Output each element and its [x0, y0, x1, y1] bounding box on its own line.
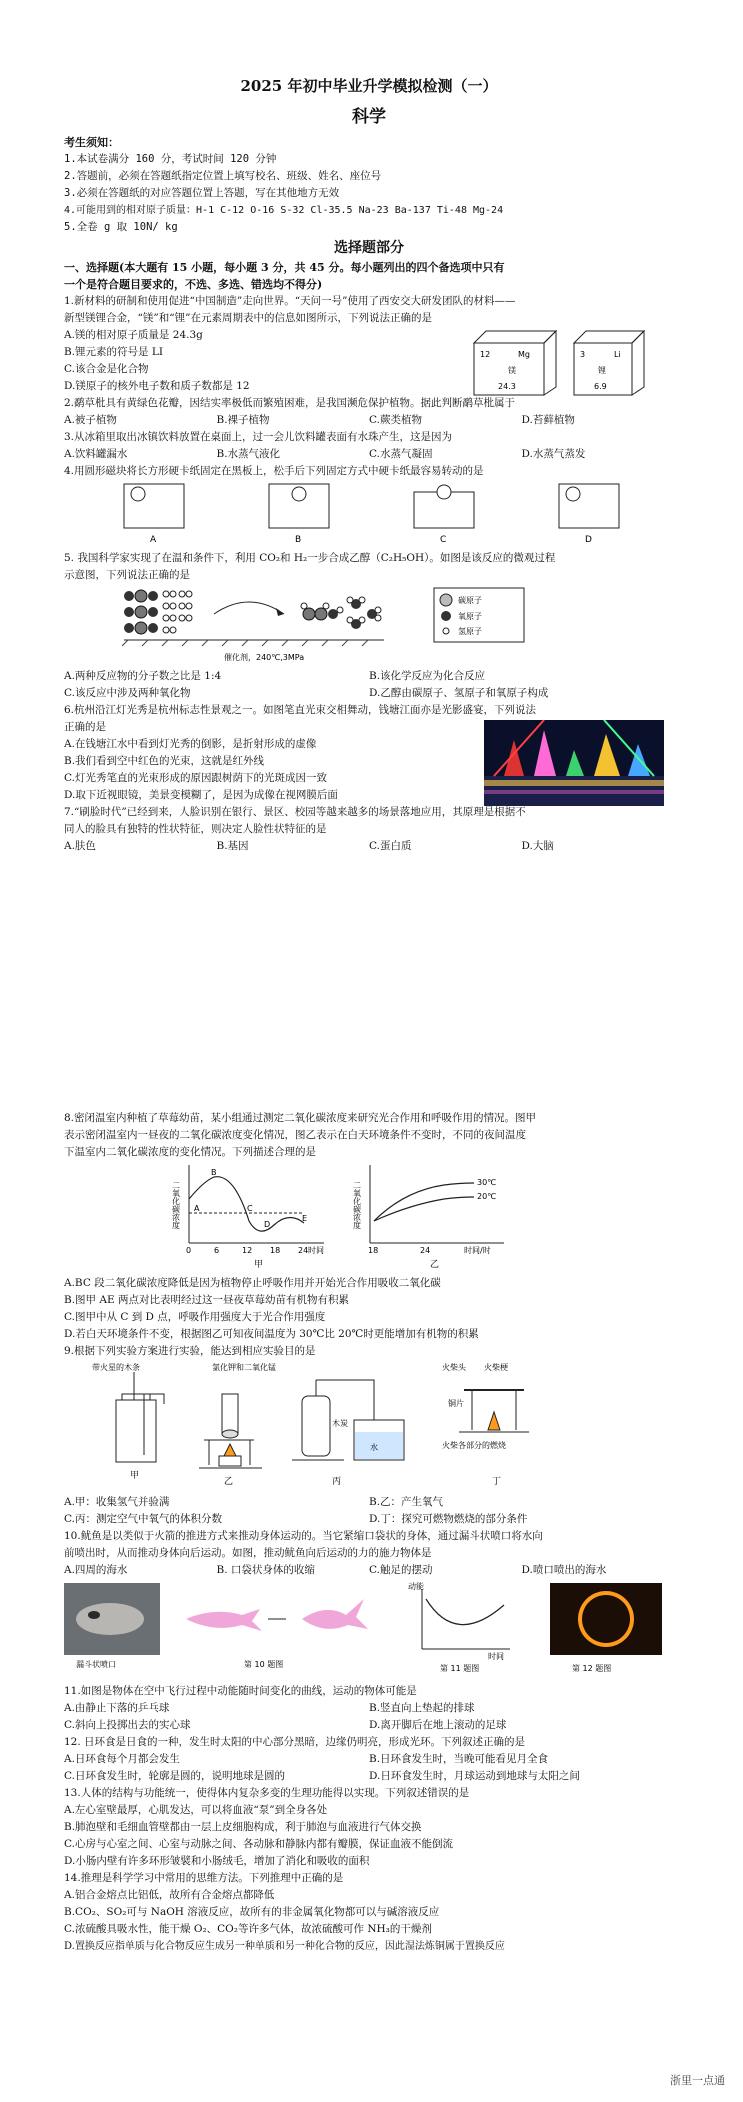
q5-option-d: D.乙醇由碳原子、氢原子和氧原子构成: [369, 687, 549, 699]
q8-option-d: D.若白天环境条件不变，根据图乙可知夜间温度为 30℃比 20℃时更能增加有机物的积累: [64, 1328, 479, 1340]
mg-name: 镁: [508, 366, 516, 375]
q9-caption-bing: 丙: [332, 1477, 342, 1487]
jia-tick-24: 24: [298, 1246, 309, 1255]
q3-option-d: D.水蒸气蒸发: [521, 448, 586, 460]
exam-page-1: [0, 0, 743, 1000]
q11-options-row-1: [64, 1700, 674, 1717]
apparatus-bing: [292, 1380, 404, 1487]
q14-option-b: B.CO₂、SO₂可与 NaOH 溶液反应，故所有的非金属氧化物都可以与碱溶液反应: [64, 1906, 440, 1918]
note-5: 5.全卷 g 取 10N/ kg: [64, 221, 178, 233]
q6-option-d: D.取下近视眼镜，美景变模糊了，是因为成像在视网膜后面: [64, 789, 338, 801]
q2-option-a: A.被子植物: [64, 414, 117, 426]
q1-stem-2: 新型镁锂合金，“镁”和“锂”在元素周期表中的信息如图所示，下列说法正确的是: [64, 312, 432, 324]
jia-point-b: B: [211, 1168, 217, 1177]
fig11-ylabel: 动能: [408, 1582, 424, 1591]
q12-option-c: C.日环食发生时，轮廓是圆的，说明地球是圆的: [64, 1770, 285, 1782]
mg-symbol: Mg: [518, 350, 530, 359]
section-intro-1: 一、选择题(本大题有 15 小题，每小题 3 分，共 45 分。每小题列出的四个备选项中只有: [64, 261, 505, 274]
page1-content: [64, 0, 674, 855]
q6-option-a: A.在钱塘江水中看到灯光秀的倒影，是折射形成的虚像: [64, 738, 317, 750]
q6-option-c: C.灯光秀笔直的光束形成的原因跟树荫下的光斑成因一致: [64, 772, 327, 784]
q5-option-b: B.该化学反应为化合反应: [369, 670, 486, 682]
q7-option-a: A.肤色: [64, 840, 96, 852]
section-title: 选择题部分: [334, 240, 404, 256]
q12-option-a: A.日环食每个月都会发生: [64, 1753, 180, 1765]
q3-option-c: C.水蒸气凝固: [369, 448, 433, 460]
ding-label-caption: 火柴各部分的燃烧: [442, 1441, 506, 1450]
q4-card-b: [269, 484, 329, 545]
li-symbol: Li: [614, 350, 621, 359]
jia-tick-12: 12: [242, 1246, 253, 1255]
fig11-caption: 第 11 题图: [440, 1664, 480, 1673]
q3-option-b: B.水蒸气液化: [216, 448, 281, 460]
li-name: 锂: [598, 366, 606, 375]
fig11-xlabel: 时间: [488, 1652, 504, 1661]
apparatus-ding: [442, 1362, 529, 1487]
yi-tick-18: 18: [368, 1246, 379, 1255]
yi-label: 氯化钾和二氧化锰: [212, 1363, 276, 1372]
question-1: [64, 293, 674, 395]
q4-figures: [64, 480, 674, 546]
q5-legend-oxygen: 氧原子: [458, 612, 482, 621]
note-4: 4.可能用到的相对原子质量：H-1 C-12 O-16 S-32 Cl-35.5 Na-23 Ba-137 Ti-48 Mg-24: [64, 205, 504, 216]
ding-label-copper: 铜片: [448, 1399, 464, 1408]
q2-stem: 2.鹬草枇具有黄绿色花瓣，因结实率极低而繁殖困难，是我国濒危保护植物。据此判断鹬草枇属于: [64, 397, 516, 409]
q12-option-d: D.日环食发生时，月球运动到地球与太阳之间: [369, 1770, 580, 1782]
q11-option-c: C.斜向上投掷出去的实心球: [64, 1719, 191, 1731]
jia-point-a: A: [194, 1204, 200, 1213]
q4-label-c: C: [440, 535, 447, 545]
q11-stem: 11.如图是物体在空中飞行过程中动能随时间变化的曲线，运动的物体可能是: [64, 1685, 417, 1697]
q9-apparatus: [64, 1360, 674, 1490]
q5-molecule-diagram: [64, 584, 674, 664]
q13-option-c: C.心房与心室之间、心室与动脉之间、各动脉和静脉内都有瓣膜，保证血液不能倒流: [64, 1838, 453, 1850]
q1-option-d: D.镁原子的核外电子数和质子数都是 12: [64, 380, 250, 392]
jia-tick-6: 6: [214, 1246, 220, 1255]
mg-number: 12: [480, 350, 491, 359]
q7-option-c: C.蛋白质: [369, 840, 412, 852]
q3-stem: 3.从冰箱里取出冰镇饮料放置在桌面上，过一会儿饮料罐表面有水珠产生，这是因为: [64, 431, 453, 443]
q8-option-b: B.图甲 AE 两点对比表明经过这一昼夜草莓幼苗有机物有积累: [64, 1294, 349, 1306]
jia-point-e: E: [302, 1214, 308, 1223]
q4-label-d: D: [585, 535, 592, 545]
q8-graphs: [64, 1161, 674, 1271]
q13-stem: 13.人体的结构与功能统一，使得体内复杂多变的生理功能得以实现。下列叙述错误的是: [64, 1787, 470, 1799]
q9-option-d: D.丁：探究可燃物燃烧的部分条件: [369, 1513, 528, 1525]
q10-option-d: D.喷口喷出的海水: [521, 1564, 607, 1576]
fig10-caption: 第 10 题图: [244, 1660, 284, 1669]
fig11-kinetic-energy-graph: [408, 1581, 510, 1673]
jia-label: 带火星的木条: [92, 1363, 140, 1372]
jia-xunit: 时间: [308, 1246, 324, 1255]
exam-page-2: [0, 1110, 743, 2102]
apparatus-yi: [199, 1362, 276, 1487]
q1-option-c: C.该合金是化合物: [64, 363, 149, 375]
graph-yi: [353, 1165, 505, 1270]
q3-options: [64, 446, 674, 463]
ding-label-head: 火柴头: [442, 1363, 466, 1372]
q5-stem-2: 示意图，下列说法正确的是: [64, 569, 190, 581]
yi-xunit: 时间/时: [464, 1246, 491, 1255]
q11-option-a: A.由静止下落的乒乓球: [64, 1702, 170, 1714]
question-6: [64, 702, 674, 804]
q13-option-a: A.左心室壁最厚，心肌发达，可以将血液“泵”到全身各处: [64, 1804, 328, 1816]
q5-options-row-2: [64, 685, 674, 702]
q12-option-b: B.日环食发生时，当晚可能看见月全食: [369, 1753, 549, 1765]
jia-point-d: D: [264, 1220, 271, 1229]
q2-option-c: C.蕨类植物: [369, 414, 422, 426]
q4-label-a: A: [150, 535, 157, 545]
q4-card-c: [414, 485, 474, 545]
q9-caption-ding: 丁: [492, 1477, 502, 1487]
q7-option-b: B.基因: [216, 840, 249, 852]
q6-option-b: B.我们看到空中红色的光束，这就是红外线: [64, 755, 265, 767]
q8-option-a: A.BC 段二氧化碳浓度降低是因为植物停止呼吸作用并开始光合作用吸收二氧化碳: [64, 1277, 441, 1289]
jia-ylabel: 二氧化碳浓度: [171, 1181, 181, 1229]
q10-option-b: B. 口袋状身体的收缩: [216, 1564, 315, 1576]
page2-content: [64, 1110, 674, 1955]
q9-stem: 9.根据下列实验方案进行实验，能达到相应实验目的是: [64, 1345, 316, 1357]
q5-legend-hydrogen: 氢原子: [458, 627, 482, 636]
fig12-annular-eclipse: [550, 1583, 662, 1673]
yi-caption: 乙: [430, 1260, 440, 1270]
q8-stem-3: 下温室内二氧化碳浓度的变化情况。下列描述合理的是: [64, 1146, 316, 1158]
jia-tick-0: 0: [186, 1246, 192, 1255]
note-2: 2.答题前，必须在答题纸指定位置上填写校名、班级、姓名、座位号: [64, 170, 382, 182]
q9-caption-yi: 乙: [224, 1477, 234, 1487]
q12-options-row-2: [64, 1768, 674, 1785]
fig12-caption: 第 12 题图: [572, 1664, 612, 1673]
q8-stem-2: 表示密闭温室内一昼夜的二氧化碳浓度变化情况，图乙表示在白天环境条件不变时，不同的夜间温度: [64, 1129, 526, 1141]
q6-stem-1: 6.杭州沿江灯光秀是杭州标志性景观之一。如图笔直光束交相舞动，钱塘江面亦是光影盛宴，下列说法: [64, 704, 537, 716]
q14-option-d: D.置换反应指单质与化合物反应生成另一种单质和另一种化合物的反应，因此湿法炼铜属于置换反应: [64, 1941, 505, 1952]
q8-option-c: C.图甲中从 C 到 D 点，呼吸作用强度大于光合作用强度: [64, 1311, 326, 1323]
yi-series-30: 30℃: [477, 1178, 497, 1187]
q5-option-a: A.两种反应物的分子数之比是 1:4: [64, 670, 222, 682]
q10-option-c: C.触足的摆动: [369, 1564, 433, 1576]
fig10-squid: [64, 1583, 368, 1669]
q5-stem-1: 5. 我国科学家实现了在温和条件下，利用 CO₂和 H₂一步合成乙醇（C₂H₅OH）。如图是该反应的微观过程: [64, 552, 556, 564]
exam-subject: 科学: [352, 107, 386, 127]
page-gap: [0, 1000, 743, 1110]
q3-option-a: A.饮料罐漏水: [64, 448, 128, 460]
q9-caption-jia: 甲: [130, 1471, 140, 1481]
q10-stem-1: 10.鱿鱼是以类似于火箭的推进方式来推动身体运动的。当它紧缩口袋状的身体，通过漏斗状喷口将水向: [64, 1530, 543, 1542]
q10-q12-figures: [64, 1579, 674, 1679]
q10-option-a: A.四周的海水: [64, 1564, 128, 1576]
q8-stem-1: 8.密闭温室内种植了草莓幼苗，某小组通过测定二氧化碳浓度来研究光合作用和呼吸作用的情况。图甲: [64, 1112, 537, 1124]
graph-jia: [172, 1165, 325, 1270]
q6-stem-2: 正确的是: [64, 721, 106, 733]
q9-options-row-2: [64, 1511, 674, 1528]
periodic-table-cells: [464, 325, 664, 397]
q14-option-c: C.浓硫酸具吸水性，能干燥 O₂、CO₂等许多气体，故浓硫酸可作 NH₃的干燥剂: [64, 1923, 432, 1935]
li-number: 3: [580, 350, 586, 359]
q9-options-row-1: [64, 1494, 674, 1511]
q12-options-row-1: [64, 1751, 674, 1768]
mg-mass: 24.3: [498, 382, 516, 391]
watermark: 浙里一点通: [670, 2074, 725, 2087]
q7-options: [64, 838, 674, 855]
q13-option-d: D.小肠内壁有许多环形皱襞和小肠绒毛，增加了消化和吸收的面积: [64, 1855, 370, 1867]
light-show-photo: [484, 720, 664, 806]
q7-stem-2: 同人的脸具有独特的性状特征，则决定人脸性状特征的是: [64, 823, 327, 835]
note-1: 1.本试卷满分 160 分，考试时间 120 分钟: [64, 153, 277, 165]
q2-options: [64, 412, 674, 429]
q5-options-row-1: [64, 668, 674, 685]
note-3: 3.必须在答题纸的对应答题位置上答题，写在其他地方无效: [64, 187, 340, 199]
yi-tick-24: 24: [420, 1246, 431, 1255]
q4-card-a: [124, 484, 184, 545]
q4-stem: 4.用圆形磁块将长方形硬卡纸固定在黑板上，松手后下列固定方式中硬卡纸最容易转动的是: [64, 465, 484, 477]
q1-option-b: B.锂元素的符号是 LI: [64, 346, 164, 358]
apparatus-jia: [92, 1362, 164, 1481]
li-mass: 6.9: [594, 382, 607, 391]
oxygen-legend-icon: [441, 611, 451, 621]
q4-card-d: [559, 484, 619, 545]
q11-option-b: B.竖直向上垫起的排球: [369, 1702, 475, 1714]
notes-heading: 考生须知：: [64, 136, 119, 149]
q10-options: [64, 1562, 674, 1579]
q9-option-c: C.丙：测定空气中氧气的体积分数: [64, 1513, 222, 1525]
q5-condition: 催化剂，240℃,3MPa: [224, 653, 305, 662]
q9-option-a: A.甲：收集氢气并验满: [64, 1496, 170, 1508]
yi-ylabel: 二氧化碳浓度: [352, 1181, 362, 1229]
carbon-legend-icon: [440, 594, 452, 606]
q2-option-d: D.苔藓植物: [521, 414, 575, 426]
q1-stem-1: 1.新材料的研制和使用促进“中国制造”走向世界。“天问一号”使用了西安交大研发团队的材料——: [64, 295, 516, 307]
q9-option-b: B.乙：产生氧气: [369, 1496, 444, 1508]
jia-tick-18: 18: [270, 1246, 281, 1255]
q14-stem: 14.推理是科学学习中常用的思维方法。下列推理中正确的是: [64, 1872, 344, 1884]
jia-caption: 甲: [254, 1260, 264, 1270]
bing-label-carbon: 木炭: [332, 1419, 348, 1428]
jia-point-c: C: [247, 1204, 253, 1213]
ding-label-stick: 火柴梗: [484, 1363, 508, 1372]
q14-option-a: A.铝合金熔点比铝低，故所有合金熔点都降低: [64, 1889, 275, 1901]
bing-label-water: 水: [370, 1443, 378, 1452]
q5-option-c: C.该反应中涉及两种氧化物: [64, 687, 191, 699]
hydrogen-legend-icon: [443, 628, 449, 634]
q1-option-a: A.镁的相对原子质量是 24.3g: [64, 329, 203, 341]
q2-option-b: B.裸子植物: [216, 414, 270, 426]
q7-option-d: D.大脑: [521, 840, 554, 852]
q5-legend-carbon: 碳原子: [458, 596, 482, 605]
q11-options-row-2: [64, 1717, 674, 1734]
q4-label-b: B: [295, 535, 302, 545]
exam-title: 2025 年初中毕业升学模拟检测（一）: [240, 77, 498, 95]
q7-stem-1: 7.“刷脸时代”已经到来，人脸识别在银行、景区、校园等越来越多的场景落地应用，其原理是根据不: [64, 806, 526, 818]
section-intro-2: 一个是符合题目要求的，不选、多选、错选均不得分): [64, 278, 323, 291]
fig10-label: 漏斗状喷口: [76, 1660, 116, 1669]
q11-option-d: D.离开脚后在地上滚动的足球: [369, 1719, 507, 1731]
yi-series-20: 20℃: [477, 1192, 497, 1201]
q12-stem: 12. 日环食是日食的一种，发生时太阳的中心部分黑暗，边缘仍明亮，形成光环。下列叙述正确的是: [64, 1736, 526, 1748]
q10-stem-2: 前喷出时，从而推动身体向后运动。如图，推动鱿鱼向后运动的力的施力物体是: [64, 1547, 432, 1559]
q13-option-b: B.肺泡壁和毛细血管壁都由一层上皮细胞构成，利于肺泡与血液进行气体交换: [64, 1821, 422, 1833]
